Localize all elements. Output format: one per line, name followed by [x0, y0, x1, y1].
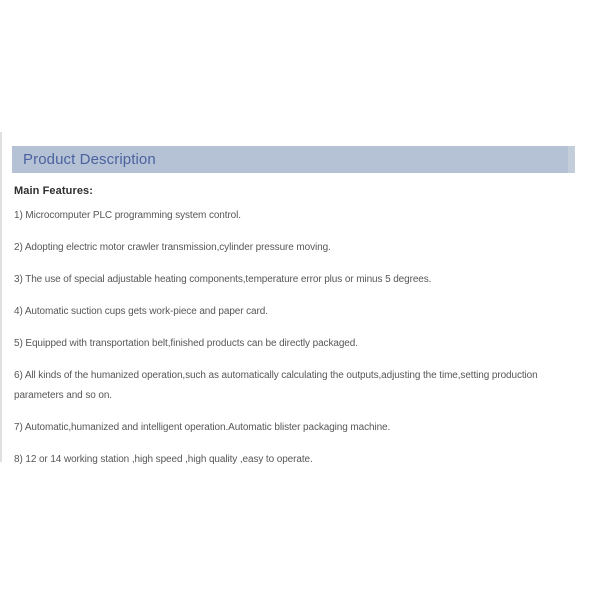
- feature-item: 5) Equipped with transportation belt,finished products can be directly packaged.: [14, 338, 358, 349]
- features-list: [14, 206, 584, 470]
- product-description-header: [12, 146, 575, 173]
- feature-item: 8) 12 or 14 working station ,high speed ,high quality ,easy to operate.: [14, 454, 313, 465]
- feature-item: 3) The use of special adjustable heating components,temperature error plus or minus 5 degrees.: [14, 274, 432, 285]
- feature-item: 4) Automatic suction cups gets work-piece and paper card.: [14, 306, 268, 317]
- description-content: [14, 185, 584, 482]
- feature-item: 1) Microcomputer PLC programming system control.: [14, 210, 241, 221]
- section-title: Product Description: [23, 151, 156, 168]
- main-features-heading: Main Features:: [14, 185, 94, 197]
- feature-item: 6) All kinds of the humanized operation,such as automatically calculating the outputs,adjusting the time,setting production parameters and so on.: [14, 370, 538, 401]
- content-left-border: [0, 132, 2, 462]
- header-right-edge: [568, 146, 575, 173]
- feature-item: 2) Adopting electric motor crawler transmission,cylinder pressure moving.: [14, 242, 331, 253]
- feature-item: 7) Automatic,humanized and intelligent operation.Automatic blister packaging machine.: [14, 422, 391, 433]
